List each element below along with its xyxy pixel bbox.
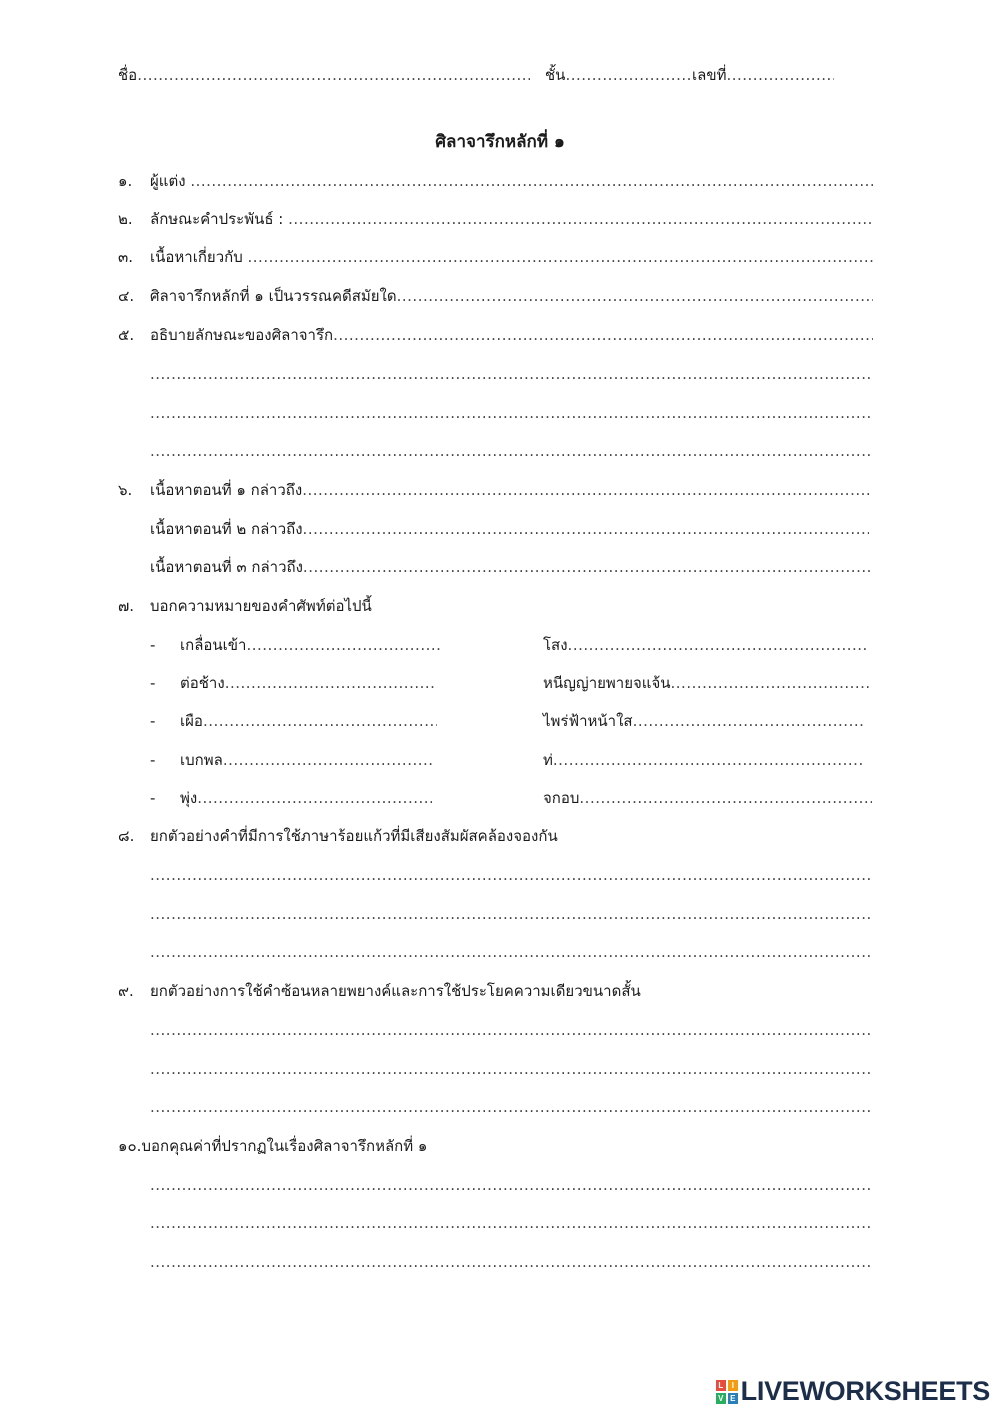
answer-field[interactable]	[671, 672, 872, 694]
answer-line	[150, 1058, 873, 1080]
question-text: ยกตัวอย่างการใช้คำซ้อนหลายพยางค์และการใช้ประโยคความเดียวขนาดสั้น	[150, 982, 641, 1000]
question-8	[118, 825, 873, 847]
question-9	[118, 980, 873, 1002]
vocab-word: เบกพล	[180, 751, 223, 769]
answer-field[interactable]	[397, 285, 873, 307]
question-3	[118, 246, 873, 268]
class-field[interactable]	[565, 64, 691, 86]
answer-field[interactable]	[150, 1058, 873, 1080]
number-field[interactable]	[726, 64, 834, 86]
student-name-line	[118, 64, 530, 86]
answer-field[interactable]	[150, 1096, 873, 1118]
answer-field[interactable]	[223, 749, 435, 771]
question-text: บอกความหมายของคำศัพท์ต่อไปนี้	[150, 597, 372, 615]
number-line	[692, 64, 834, 86]
liveworksheets-logo	[716, 1376, 990, 1407]
question-number: ๖.	[118, 481, 133, 499]
vocab-item	[543, 634, 868, 656]
vocab-item	[543, 672, 872, 694]
question-7	[118, 595, 873, 617]
question-6-part-3	[150, 556, 871, 578]
page-title: ศิลาจารึกหลักที่ ๑	[435, 132, 565, 152]
vocab-item	[150, 710, 437, 732]
logo-mark-letter: E	[728, 1393, 738, 1404]
answer-field[interactable]	[303, 518, 869, 540]
answer-field[interactable]	[248, 246, 873, 268]
answer-field[interactable]	[150, 864, 873, 886]
answer-field[interactable]	[150, 903, 873, 925]
question-number: ๗.	[118, 597, 135, 615]
question-text: ผู้แต่ง	[150, 172, 186, 190]
answer-line	[150, 1174, 873, 1196]
answer-field[interactable]	[633, 710, 865, 732]
answer-field[interactable]	[150, 941, 873, 963]
question-number: ๕.	[118, 326, 135, 344]
question-text: ศิลาจารึกหลักที่ ๑ เป็นวรรณคดีสมัยใด	[150, 287, 397, 305]
answer-field[interactable]	[333, 324, 873, 346]
bullet: -	[150, 751, 156, 769]
answer-line	[150, 1251, 873, 1273]
logo-mark-letter: V	[716, 1393, 726, 1404]
question-text: เนื้อหาตอนที่ ๓ กล่าวถึง	[150, 558, 303, 576]
vocab-word: ไพร่ฟ้าหน้าใส	[543, 712, 633, 730]
question-10	[118, 1135, 873, 1157]
answer-field[interactable]	[150, 1174, 873, 1196]
answer-field[interactable]	[302, 479, 871, 501]
question-text: เนื้อหาตอนที่ ๒ กล่าวถึง	[150, 520, 303, 538]
question-number: ๘.	[118, 827, 135, 845]
vocab-word: จกอบ	[543, 789, 580, 807]
question-text: ยกตัวอย่างคำที่มีการใช้ภาษาร้อยแก้วที่มีเสียงสัมผัสคล้องจองกัน	[150, 827, 558, 845]
class-line	[545, 64, 691, 86]
question-text: อธิบายลักษณะของศิลาจารึก	[150, 326, 334, 344]
question-text: เนื้อหาตอนที่ ๑ กล่าวถึง	[150, 481, 303, 499]
logo-mark-icon	[716, 1380, 738, 1404]
question-1	[118, 170, 873, 192]
answer-field[interactable]	[203, 710, 437, 732]
answer-line	[150, 903, 873, 925]
vocab-item	[543, 787, 872, 809]
answer-field[interactable]	[150, 440, 873, 462]
name-field[interactable]	[137, 64, 530, 86]
answer-field[interactable]	[150, 1251, 873, 1273]
answer-field[interactable]	[568, 634, 868, 656]
vocab-item	[150, 634, 440, 656]
answer-line	[150, 1212, 873, 1234]
answer-field[interactable]	[150, 402, 873, 424]
question-number: ๑.	[118, 172, 133, 190]
answer-line	[150, 941, 873, 963]
logo-text: LIVEWORKSHEETS	[740, 1376, 990, 1406]
bullet: -	[150, 712, 156, 730]
question-6-part-2	[150, 518, 869, 540]
answer-field[interactable]	[303, 556, 871, 578]
vocab-word: ท่	[543, 751, 553, 769]
number-label: เลขที่	[692, 66, 727, 84]
bullet: -	[150, 636, 156, 654]
question-number: ๙.	[118, 982, 134, 1000]
vocab-word: เผือ	[180, 712, 203, 730]
answer-field[interactable]	[553, 749, 864, 771]
vocab-word: โสง	[543, 636, 568, 654]
question-text: ลักษณะคำประพันธ์ :	[150, 210, 284, 228]
answer-field[interactable]	[197, 787, 432, 809]
question-number: ๑๐.	[118, 1137, 142, 1155]
vocab-word: พุ่ง	[180, 789, 198, 807]
answer-field[interactable]	[190, 170, 873, 192]
answer-field[interactable]	[579, 787, 872, 809]
answer-field[interactable]	[150, 1212, 873, 1234]
answer-field[interactable]	[246, 634, 440, 656]
logo-mark-letter: L	[716, 1380, 726, 1391]
answer-line	[150, 1019, 873, 1041]
answer-field[interactable]	[150, 1019, 873, 1041]
vocab-item	[543, 710, 865, 732]
name-label: ชื่อ	[118, 66, 138, 84]
bullet: -	[150, 789, 156, 807]
answer-line	[150, 440, 873, 462]
vocab-word: เกลื่อนเข้า	[180, 636, 247, 654]
question-text: เนื้อหาเกี่ยวกับ	[150, 248, 243, 266]
question-4	[118, 285, 873, 307]
vocab-item	[150, 672, 437, 694]
question-2	[118, 208, 873, 230]
bullet: -	[150, 674, 156, 692]
question-number: ๔.	[118, 287, 135, 305]
question-5	[118, 324, 873, 346]
question-6	[118, 479, 871, 501]
answer-line	[150, 1096, 873, 1118]
question-number: ๒.	[118, 210, 133, 228]
answer-field[interactable]	[150, 363, 873, 385]
answer-field[interactable]	[225, 672, 437, 694]
vocab-word: ต่อช้าง	[180, 674, 225, 692]
vocab-item	[150, 787, 432, 809]
vocab-item	[150, 749, 435, 771]
class-label: ชั้น	[545, 66, 566, 84]
answer-line	[150, 864, 873, 886]
answer-line	[150, 363, 873, 385]
answer-line	[150, 402, 873, 424]
vocab-word: หนีญญ่ายพายจแจ้น	[543, 674, 671, 692]
answer-field[interactable]	[288, 208, 873, 230]
vocab-item	[543, 749, 864, 771]
question-text: บอกคุณค่าที่ปรากฏในเรื่องศิลาจารึกหลักที่ ๑	[141, 1137, 428, 1155]
question-number: ๓.	[118, 248, 134, 266]
logo-mark-letter: I	[728, 1380, 738, 1391]
